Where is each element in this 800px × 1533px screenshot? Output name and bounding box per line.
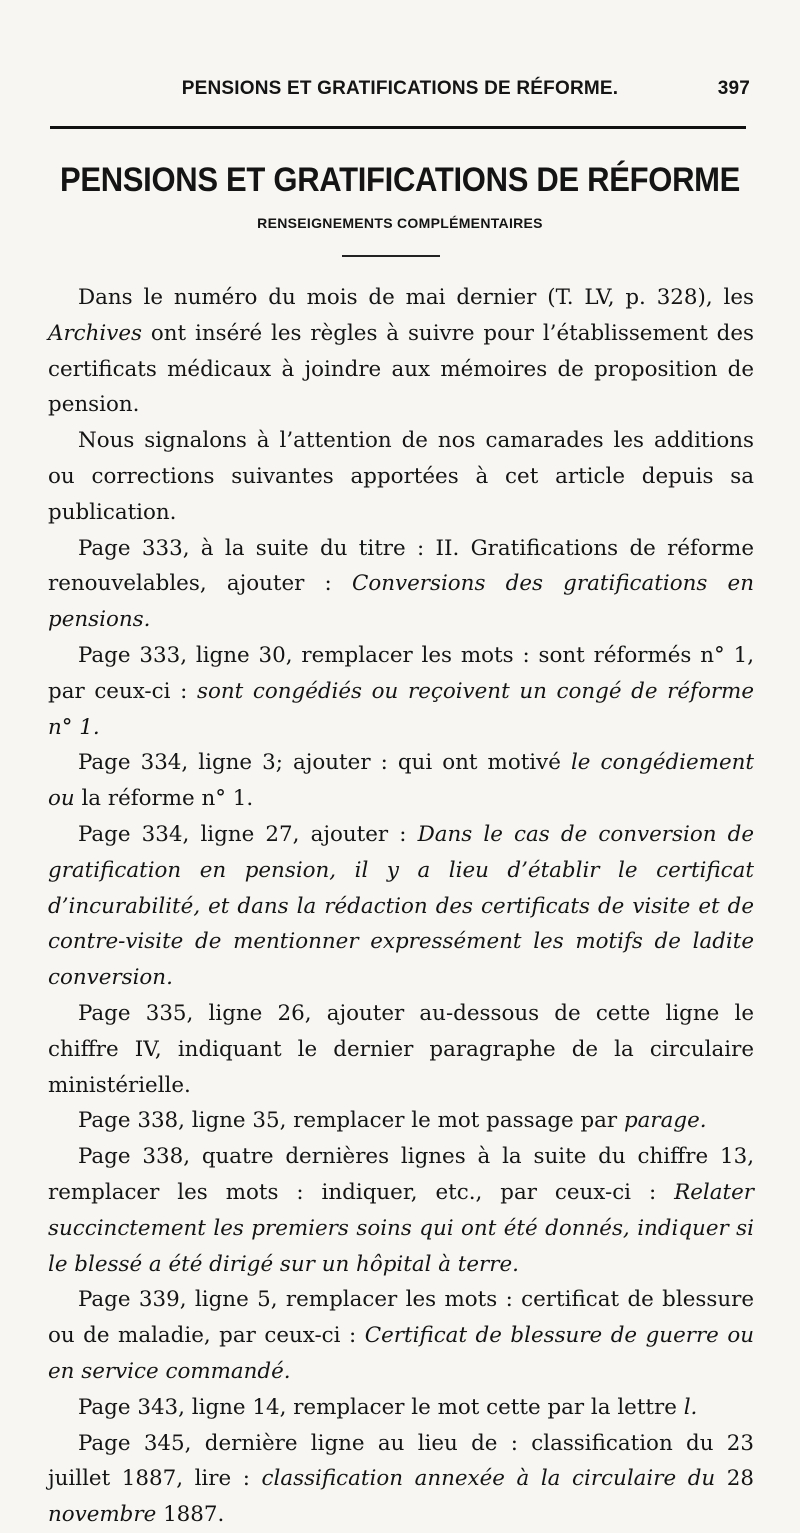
italic-text: Relater succinctement les premiers soins qui ont été donnés, indiquer si le blessé a été dirigé sur un hôpital à terre.	[48, 1179, 754, 1277]
body-paragraph	[48, 531, 754, 638]
running-title: PENSIONS ET GRATIFICATIONS DE RÉFORME.	[181, 78, 619, 99]
article-title: PENSIONS ET GRATIFICATIONS DE RÉFORME	[59, 159, 741, 200]
italic-text: parage.	[623, 1108, 707, 1134]
body-paragraph	[48, 745, 754, 817]
body-paragraph	[48, 1390, 754, 1426]
body-paragraph	[48, 1426, 754, 1533]
article-body	[48, 280, 754, 1533]
paragraph-text: Page 338, quatre dernières lignes à la suite du chiffre 13, remplacer les mots : indiquer, etc., par ceux-ci :	[48, 1144, 754, 1205]
italic-text: le congédiement ou	[48, 750, 754, 812]
body-paragraph	[48, 817, 754, 996]
italic-text: sont congédiés ou reçoivent un congé de réforme n° 1.	[48, 678, 754, 740]
italic-text: Certificat de blessure de guerre ou en service commandé.	[48, 1323, 755, 1384]
paragraph-text: 28	[715, 1466, 754, 1492]
paragraph-text: Page 333, à la suite du titre : II. Gratifications de réforme renouvelables, ajouter :	[48, 535, 754, 597]
body-paragraph	[48, 1282, 754, 1389]
paragraph-text: Page 333, ligne 30, remplacer les mots : sont réformés n° 1, par ceux-ci :	[48, 642, 754, 704]
body-paragraph	[48, 423, 754, 530]
italic-text: l.	[683, 1394, 698, 1420]
page-number: 397	[717, 78, 750, 99]
running-header	[46, 78, 754, 112]
italic-text: novembre	[48, 1502, 157, 1528]
header-rule	[50, 126, 746, 129]
body-paragraph	[48, 996, 754, 1103]
italic-text: Archives	[48, 320, 142, 346]
paragraph-text: Page 345, dernière ligne au lieu de : classification du 23 juillet 1887, lire :	[48, 1430, 754, 1492]
paragraph-text: 1887.	[156, 1502, 225, 1528]
title-separator-rule	[342, 255, 440, 257]
paragraph-text: Page 343, ligne 14, remplacer le mot cette par la lettre	[78, 1394, 684, 1420]
paragraph-text: Nous signalons à l’attention de nos camarades les additions ou corrections suivantes apportées à cet article depuis sa publication.	[48, 428, 754, 525]
paragraph-text: la réforme n° 1.	[74, 786, 254, 812]
paragraph-text: Page 338, ligne 35, remplacer le mot passage par	[78, 1108, 624, 1134]
paragraph-text: ont inséré les règles à suivre pour l’établissement des certificats médicaux à joindre aux mémoires de proposition de pension.	[48, 320, 754, 418]
body-paragraph	[48, 638, 754, 745]
paragraph-text: Page 334, ligne 3; ajouter : qui ont motivé	[78, 750, 571, 776]
paragraph-text: Page 335, ligne 26, ajouter au-dessous de cette ligne le chiffre IV, indiquant le dernier paragraphe de la circulaire ministérielle.	[48, 1000, 754, 1098]
body-paragraph	[48, 1103, 754, 1139]
italic-text: classification annexée à la circulaire du	[261, 1466, 716, 1492]
paragraph-text: Page 339, ligne 5, remplacer les mots : certificat de blessure ou de maladie, par ceux-ci :	[48, 1287, 754, 1349]
paragraph-text: Page 334, ligne 27, ajouter :	[78, 821, 418, 847]
body-paragraph	[48, 1139, 754, 1282]
body-paragraph	[48, 280, 754, 423]
italic-text: Conversions des gratifications en pensions.	[48, 571, 754, 633]
italic-text: Dans le cas de conversion de gratification en pension, il y a lieu d’établir le certificat d’incurabilité, et dans la rédaction des certificats de visite et de contre-visite de mentionner expressément les motifs de ladite conversion.	[48, 821, 754, 991]
article-subtitle: RENSEIGNEMENTS COMPLÉMENTAIRES	[257, 215, 543, 231]
paragraph-text: Dans le numéro du mois de mai dernier (T. LV, p. 328), les	[78, 285, 754, 310]
